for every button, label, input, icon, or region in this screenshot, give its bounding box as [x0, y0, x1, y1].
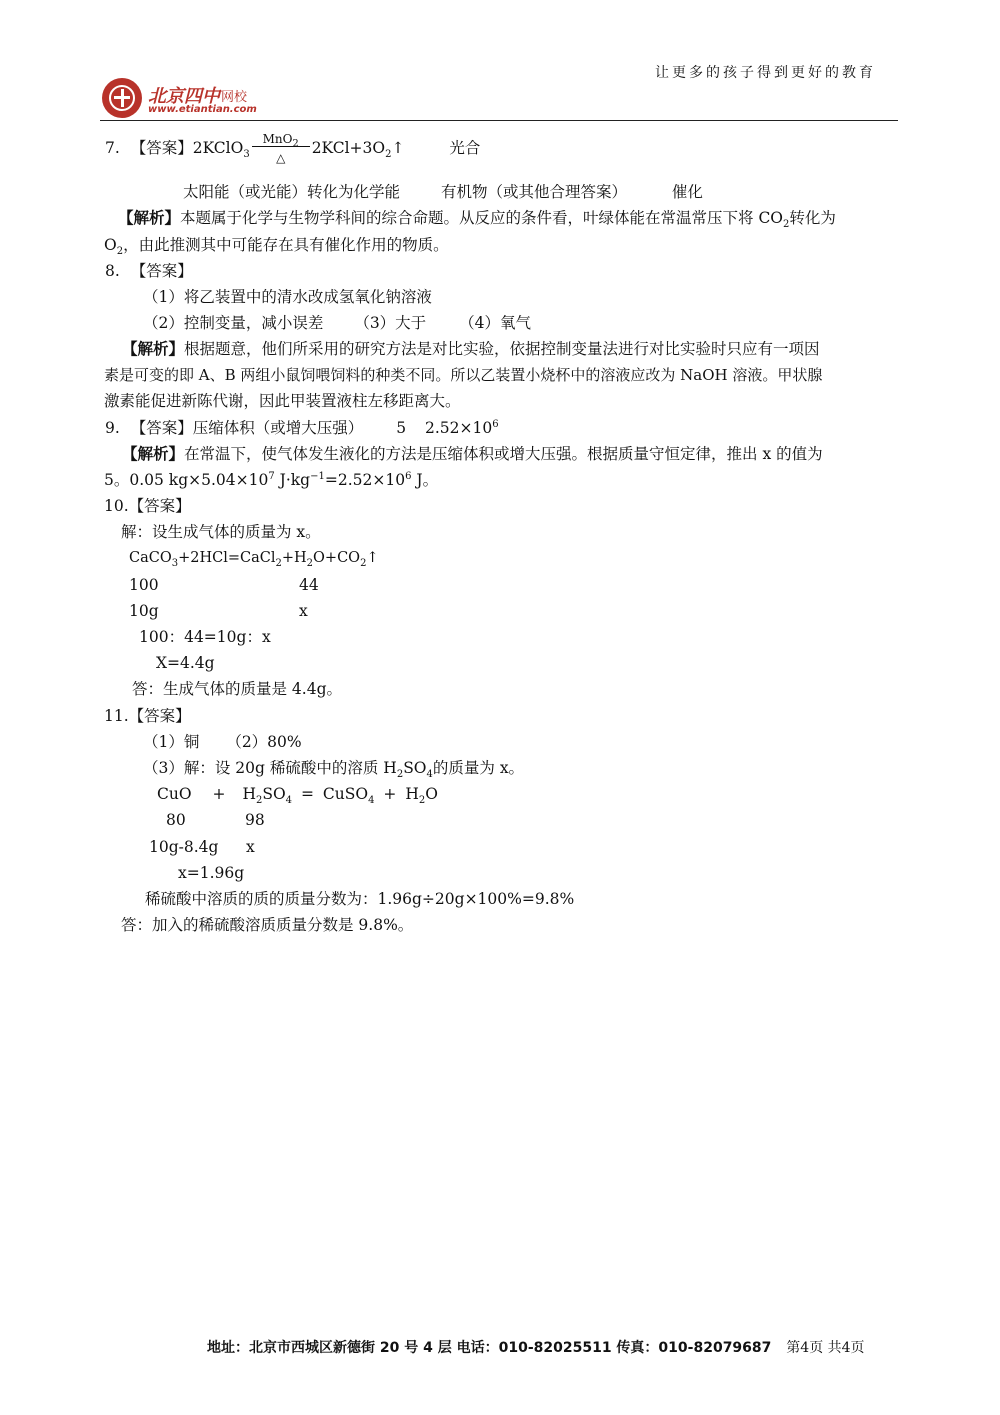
- q8-answer-line: [105, 261, 193, 281]
- q11-mass-fraction: 稀硫酸中溶质的质的质量分数为：1.96g÷20g×100%=9.8%: [145, 890, 575, 908]
- q8-analysis-line-1: 【解析】根据题意，他们所采用的研究方法是对比实验，依据控制变量法进行对比实验时只应有一项因: [122, 339, 820, 358]
- q9-analysis-line-1: 【解析】在常温下，使气体发生液化的方法是压缩体积或增大压强。根据质量守恒定律，推出 x 的值为: [122, 444, 823, 463]
- q9-answer-3: $2.52\times 10^6$: [425, 418, 499, 437]
- q7-analysis-line-1: 【解析】本题属于化学与生物学科间的综合命题。从反应的条件看，叶绿体能在常温常压下将 $CO_2$转化为: [118, 208, 836, 231]
- logo-url: www.etiantian.com: [148, 104, 257, 115]
- q7-answer-1: 光合: [449, 139, 481, 157]
- q11-unknown-mass: x: [246, 838, 255, 856]
- logo-site-label: 网校: [221, 90, 248, 105]
- q11-answer-2: （2）80%: [226, 733, 302, 751]
- q7-answer-4: 催化: [671, 183, 703, 201]
- q10-answer-tag: 【答案】: [128, 497, 191, 515]
- q7-equation-right: $2KCl+3O_2↑$: [311, 139, 405, 161]
- q10-answer-line: [104, 496, 191, 516]
- page-number: 第4页 共4页: [786, 1340, 865, 1356]
- q9-analysis-line-2: 5。0.05 $kg\times 5.04\times 10^7$ $J\cdot kg^{-1}=2.52\times 10^6$ J。: [104, 470, 439, 489]
- q8-answer-3: （3）大于: [354, 314, 427, 332]
- q10-number: 10.: [104, 497, 129, 515]
- logo-name: 北京四中: [148, 86, 220, 107]
- q7-equation-left: 2KClO$_3$: [192, 139, 250, 161]
- header-rule: [100, 120, 898, 121]
- q11-answer-1: （1）铜: [143, 733, 200, 751]
- q11-equation: CuO + $H_2SO_4$ = CuSO$_4$ + $H_2O$: [157, 785, 438, 807]
- q9-answer-1: 压缩体积（或增大压强）: [192, 419, 364, 437]
- q7-analysis-line-2: $O_2$，由此推测其中可能存在具有催化作用的物质。: [104, 236, 449, 258]
- q9-analysis-tag: 【解析】: [122, 444, 185, 463]
- q7-answer-line-2: [183, 182, 703, 202]
- q8-analysis-line-2: 素是可变的即 A、B 两组小鼠饲喂饲料的种类不同。所以乙装置小烧杯中的溶液应改为 NaOH 溶液。甲状腺: [104, 366, 823, 384]
- q9-answer-2: 5: [396, 419, 407, 437]
- q7-analysis-tag: 【解析】: [118, 208, 181, 227]
- q10-solution-intro: 解：设生成气体的质量为 x。: [121, 523, 321, 541]
- q11-result: x=1.96g: [178, 864, 245, 882]
- q8-answer-1: （1）将乙装置中的清水改成氢氧化钠溶液: [143, 288, 432, 306]
- q7-answer-2: 太阳能（或光能）转化为化学能: [183, 183, 401, 201]
- q11-answer-tag: 【答案】: [128, 707, 191, 725]
- q8-analysis-tag: 【解析】: [122, 339, 185, 358]
- q11-molar-mass-2: 98: [245, 811, 265, 829]
- q7-answer-tag: 【答案】: [130, 139, 193, 157]
- q11-molar-mass-1: 80: [166, 811, 186, 829]
- school-logo: [102, 78, 142, 118]
- q11-answer-line: [104, 706, 191, 726]
- q11-answer-line-2: [143, 732, 302, 752]
- q11-solution-intro: （3）解：设 20g 稀硫酸中的溶质 $H_2SO_4$的质量为 x。: [143, 759, 525, 781]
- q8-number: 8.: [105, 262, 120, 280]
- q10-result: X=4.4g: [156, 654, 215, 672]
- q10-given-mass: 10g: [129, 602, 159, 620]
- footer-contact: 地址：北京市西城区新德街 20 号 4 层 电话：010-82025511 传真：010-82079687: [207, 1340, 772, 1356]
- header-slogan: 让更多的孩子得到更好的教育: [655, 65, 876, 81]
- q8-answer-line-2: [143, 313, 531, 333]
- q8-answer-2: （2）控制变量，减小误差: [143, 314, 324, 332]
- q9-answer-tag: 【答案】: [130, 419, 193, 437]
- q7-answer-3: 有机物（或其他合理答案）: [440, 183, 627, 201]
- q11-number: 11.: [104, 707, 129, 725]
- q8-analysis-line-3: 激素能促进新陈代谢，因此甲装置液柱左移距离大。: [104, 392, 461, 410]
- q8-answer-tag: 【答案】: [130, 262, 193, 280]
- q10-equation: $CaCO_3+2HCl=CaCl_2+H_2O+CO_2↑$: [129, 550, 379, 569]
- q10-unknown-mass: x: [299, 602, 308, 620]
- q9-number: 9.: [105, 419, 120, 437]
- q7-number: 7.: [105, 139, 120, 157]
- q10-conclusion: 答：生成气体的质量是 4.4g。: [132, 680, 343, 698]
- q10-proportion: 100：44=10g：x: [139, 628, 271, 646]
- q7-reaction-condition: $\frac{MnO_2}{\triangle}$: [252, 139, 310, 159]
- page-footer: [207, 1337, 865, 1357]
- q9-answer-line: [105, 418, 499, 438]
- q7-answer-line: [105, 132, 481, 165]
- q11-given-mass: 10g-8.4g: [149, 838, 219, 856]
- q8-answer-4: （4）氧气: [459, 314, 531, 332]
- q10-molar-mass-2: 44: [299, 576, 319, 594]
- q10-molar-mass-1: 100: [129, 576, 159, 594]
- q11-conclusion: 答：加入的稀硫酸溶质质量分数是 9.8%。: [121, 916, 414, 934]
